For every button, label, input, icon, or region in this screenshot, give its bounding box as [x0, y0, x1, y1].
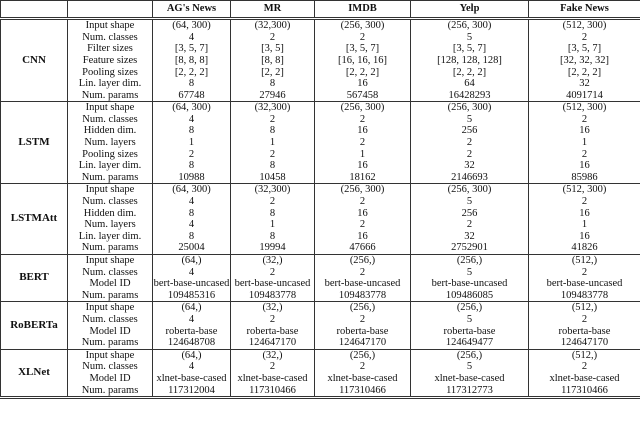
cell-value: 2 — [315, 32, 411, 44]
cell-value: 16428293 — [411, 90, 529, 102]
parameter-label: Input shape — [68, 302, 153, 314]
cell-value: 32 — [411, 160, 529, 172]
cell-value: (256,) — [315, 254, 411, 266]
cell-value: (512,) — [529, 349, 640, 361]
cell-value: 5 — [411, 114, 529, 126]
parameter-label: Num. params — [68, 384, 153, 397]
table-row — [1, 349, 640, 361]
table-row — [1, 196, 640, 208]
table-row — [1, 160, 640, 172]
parameter-label: Num. classes — [68, 32, 153, 44]
cell-value: xlnet-base-cased — [231, 373, 315, 385]
cell-value: roberta-base — [315, 325, 411, 337]
table-row — [1, 242, 640, 254]
parameter-label: Input shape — [68, 102, 153, 114]
parameter-label: Num. classes — [68, 196, 153, 208]
parameter-label: Num. params — [68, 90, 153, 102]
cell-value: (64,) — [153, 254, 231, 266]
table-row — [1, 137, 640, 149]
table-row — [1, 254, 640, 266]
table-row — [1, 32, 640, 44]
cell-value: 2 — [411, 149, 529, 161]
cell-value: [3, 5, 7] — [529, 43, 640, 55]
cell-value: 85986 — [529, 172, 640, 184]
cell-value: (256, 300) — [411, 184, 529, 196]
cell-value: roberta-base — [411, 325, 529, 337]
cell-value: (32,300) — [231, 102, 315, 114]
parameter-label: Num. layers — [68, 219, 153, 231]
cell-value: 5 — [411, 314, 529, 326]
cell-value: 117312773 — [411, 384, 529, 397]
cell-value: 16 — [315, 78, 411, 90]
cell-value: (256,) — [411, 254, 529, 266]
cell-value: xlnet-base-cased — [529, 373, 640, 385]
cell-value: 5 — [411, 196, 529, 208]
cell-value: 10988 — [153, 172, 231, 184]
cell-value: (64,) — [153, 302, 231, 314]
cell-value: 27946 — [231, 90, 315, 102]
cell-value: 8 — [153, 208, 231, 220]
cell-value: 4 — [153, 219, 231, 231]
cell-value: 109483778 — [529, 290, 640, 302]
parameter-label: Feature sizes — [68, 55, 153, 67]
cell-value: 4 — [153, 314, 231, 326]
cell-value: (64, 300) — [153, 19, 231, 32]
cell-value: [3, 5, 7] — [411, 43, 529, 55]
table-row — [1, 78, 640, 90]
cell-value: 4 — [153, 196, 231, 208]
cell-value: 117310466 — [529, 384, 640, 397]
cell-value: 16 — [315, 125, 411, 137]
cell-value: 2 — [231, 32, 315, 44]
cell-value: 109485316 — [153, 290, 231, 302]
parameter-label: Num. params — [68, 242, 153, 254]
cell-value: 2 — [315, 361, 411, 373]
table-row — [1, 184, 640, 196]
parameter-label: Hidden dim. — [68, 125, 153, 137]
cell-value: 1 — [529, 137, 640, 149]
cell-value: 8 — [231, 78, 315, 90]
table-row — [1, 373, 640, 385]
parameter-label: Num. classes — [68, 114, 153, 126]
cell-value: (256,) — [315, 349, 411, 361]
cell-value: (256, 300) — [315, 19, 411, 32]
model-name: CNN — [1, 19, 68, 102]
cell-value: 1 — [231, 137, 315, 149]
cell-value: 4 — [153, 114, 231, 126]
table-row — [1, 266, 640, 278]
cell-value: 2 — [315, 137, 411, 149]
cell-value: [2, 2, 2] — [153, 66, 231, 78]
table-row — [1, 55, 640, 67]
cell-value: bert-base-uncased — [529, 278, 640, 290]
cell-value: 8 — [231, 231, 315, 243]
cell-value: 16 — [529, 160, 640, 172]
cell-value: 1 — [231, 219, 315, 231]
parameter-label: Hidden dim. — [68, 208, 153, 220]
cell-value: 8 — [231, 125, 315, 137]
cell-value: [2, 2, 2] — [529, 66, 640, 78]
cell-value: (64, 300) — [153, 184, 231, 196]
cell-value: [2, 2] — [231, 66, 315, 78]
cell-value: 2 — [529, 149, 640, 161]
table-row — [1, 90, 640, 102]
cell-value: (512,) — [529, 254, 640, 266]
cell-value: roberta-base — [153, 325, 231, 337]
cell-value: [3, 5] — [231, 43, 315, 55]
model-name: RoBERTa — [1, 302, 68, 349]
parameter-label: Num. classes — [68, 361, 153, 373]
cell-value: (256, 300) — [411, 102, 529, 114]
cell-value: 5 — [411, 361, 529, 373]
cell-value: 2 — [411, 137, 529, 149]
table-row — [1, 219, 640, 231]
cell-value: 2 — [529, 114, 640, 126]
cell-value: 16 — [315, 160, 411, 172]
cell-value: 2752901 — [411, 242, 529, 254]
cell-value: bert-base-uncased — [153, 278, 230, 290]
cell-value: xlnet-base-cased — [315, 373, 411, 385]
cell-value: 19994 — [231, 242, 315, 254]
cell-value: 2 — [231, 314, 315, 326]
cell-value: (32,) — [231, 349, 315, 361]
cell-value: (512, 300) — [529, 184, 640, 196]
cell-value: 124647170 — [315, 337, 411, 349]
cell-value: (32,) — [231, 254, 315, 266]
cell-value: [8, 8, 8] — [153, 55, 231, 67]
cell-value: roberta-base — [231, 325, 315, 337]
cell-value: 2 — [315, 196, 411, 208]
cell-value: 2 — [411, 219, 529, 231]
parameter-label: Num. params — [68, 290, 153, 302]
parameter-label: Num. layers — [68, 137, 153, 149]
cell-value: 10458 — [231, 172, 315, 184]
parameter-label: Model ID — [68, 278, 153, 290]
cell-value: 2 — [231, 361, 315, 373]
cell-value: 5 — [411, 266, 529, 278]
cell-value: roberta-base — [529, 325, 640, 337]
cell-value: 2 — [231, 266, 315, 278]
cell-value: bert-base-uncased — [411, 278, 529, 290]
cell-value: (256, 300) — [411, 19, 529, 32]
column-header: IMDB — [315, 1, 411, 19]
cell-value: 2 — [231, 196, 315, 208]
cell-value: 16 — [529, 125, 640, 137]
cell-value: (256,) — [315, 302, 411, 314]
table-row — [1, 337, 640, 349]
cell-value: 8 — [231, 208, 315, 220]
cell-value: 2 — [529, 314, 640, 326]
table-row — [1, 302, 640, 314]
table-row — [1, 361, 640, 373]
cell-value: 2 — [231, 149, 315, 161]
cell-value: 16 — [529, 231, 640, 243]
cell-value: (256, 300) — [315, 102, 411, 114]
parameter-label: Model ID — [68, 325, 153, 337]
cell-value: 256 — [411, 208, 529, 220]
table-row — [1, 208, 640, 220]
table-row — [1, 314, 640, 326]
cell-value: 5 — [411, 32, 529, 44]
header-row — [1, 1, 640, 19]
cell-value: 117312004 — [153, 384, 231, 397]
table-row — [1, 278, 640, 290]
cell-value: 8 — [153, 125, 231, 137]
model-name: LSTM — [1, 102, 68, 184]
cell-value: 47666 — [315, 242, 411, 254]
table-row — [1, 43, 640, 55]
cell-value: 8 — [153, 160, 231, 172]
cell-value: 1 — [315, 149, 411, 161]
cell-value: 32 — [411, 231, 529, 243]
cell-value: 2 — [529, 196, 640, 208]
parameter-label: Pooling sizes — [68, 66, 153, 78]
parameter-label: Input shape — [68, 349, 153, 361]
parameter-label: Num. params — [68, 337, 153, 349]
table-row — [1, 125, 640, 137]
model-name: LSTMAtt — [1, 184, 68, 255]
model-name: XLNet — [1, 349, 68, 397]
column-header — [68, 1, 153, 19]
cell-value: (32,300) — [231, 19, 315, 32]
cell-value: [16, 16, 16] — [315, 55, 411, 67]
model-group — [1, 19, 640, 102]
cell-value: (32,300) — [231, 184, 315, 196]
cell-value: [2, 2, 2] — [411, 66, 529, 78]
cell-value: 2146693 — [411, 172, 529, 184]
cell-value: (256, 300) — [315, 184, 411, 196]
parameter-label: Model ID — [68, 373, 153, 385]
cell-value: [8, 8] — [231, 55, 315, 67]
cell-value: 109483778 — [231, 290, 315, 302]
parameter-label: Pooling sizes — [68, 149, 153, 161]
model-group — [1, 254, 640, 301]
cell-value: 2 — [529, 32, 640, 44]
cell-value: 124647170 — [529, 337, 640, 349]
cell-value: [128, 128, 128] — [411, 55, 529, 67]
cell-value: 2 — [315, 114, 411, 126]
model-group — [1, 184, 640, 255]
cell-value: 1 — [529, 219, 640, 231]
parameter-label: Lin. layer dim. — [68, 160, 153, 172]
cell-value: 124649477 — [411, 337, 529, 349]
cell-value: 2 — [315, 314, 411, 326]
cell-value: 64 — [411, 78, 529, 90]
cell-value: 67748 — [153, 90, 231, 102]
cell-value: 117310466 — [315, 384, 411, 397]
parameter-label: Lin. layer dim. — [68, 78, 153, 90]
parameter-label: Num. params — [68, 172, 153, 184]
table-row — [1, 325, 640, 337]
cell-value: 4091714 — [529, 90, 640, 102]
cell-value: 124648708 — [153, 337, 231, 349]
cell-value: 2 — [153, 149, 231, 161]
parameter-label: Lin. layer dim. — [68, 231, 153, 243]
table-row — [1, 149, 640, 161]
cell-value: 2 — [315, 266, 411, 278]
table-row — [1, 231, 640, 243]
cell-value: 8 — [153, 231, 231, 243]
table-row — [1, 114, 640, 126]
table-row — [1, 290, 640, 302]
cell-value: (32,) — [231, 302, 315, 314]
cell-value: 8 — [231, 160, 315, 172]
cell-value: 109486085 — [411, 290, 529, 302]
cell-value: 124647170 — [231, 337, 315, 349]
table-row — [1, 66, 640, 78]
cell-value: 2 — [529, 266, 640, 278]
parameter-label: Input shape — [68, 184, 153, 196]
header-model-cell — [1, 1, 68, 19]
column-header: Yelp — [411, 1, 529, 19]
cell-value: 567458 — [315, 90, 411, 102]
cell-value: 18162 — [315, 172, 411, 184]
table-row — [1, 172, 640, 184]
cell-value: (256,) — [411, 349, 529, 361]
cell-value: (64,) — [153, 349, 231, 361]
parameter-label: Input shape — [68, 19, 153, 32]
cell-value: 8 — [153, 78, 231, 90]
cell-value: (512,) — [529, 302, 640, 314]
cell-value: (512, 300) — [529, 102, 640, 114]
cell-value: 41826 — [529, 242, 640, 254]
cell-value: [3, 5, 7] — [315, 43, 411, 55]
cell-value: 25004 — [153, 242, 231, 254]
cell-value: 16 — [529, 208, 640, 220]
cell-value: [32, 32, 32] — [529, 55, 640, 67]
cell-value: 32 — [529, 78, 640, 90]
cell-value: 109483778 — [315, 290, 411, 302]
parameter-label: Filter sizes — [68, 43, 153, 55]
cell-value: 16 — [315, 208, 411, 220]
table-row — [1, 19, 640, 32]
cell-value: [3, 5, 7] — [153, 43, 231, 55]
cell-value: 2 — [529, 361, 640, 373]
model-group — [1, 349, 640, 397]
cell-value: 2 — [231, 114, 315, 126]
cell-value: 4 — [153, 361, 231, 373]
table-row — [1, 384, 640, 397]
parameter-label: Num. classes — [68, 314, 153, 326]
cell-value: bert-base-uncased — [315, 278, 411, 290]
cell-value: (256,) — [411, 302, 529, 314]
parameter-label: Num. classes — [68, 266, 153, 278]
column-header: MR — [231, 1, 315, 19]
cell-value: 4 — [153, 266, 231, 278]
cell-value: (64, 300) — [153, 102, 231, 114]
cell-value: (512, 300) — [529, 19, 640, 32]
cell-value: 117310466 — [231, 384, 315, 397]
cell-value: xlnet-base-cased — [411, 373, 529, 385]
cell-value: 256 — [411, 125, 529, 137]
cell-value: xlnet-base-cased — [153, 373, 231, 385]
model-group — [1, 302, 640, 349]
cell-value: 1 — [153, 137, 231, 149]
table-row — [1, 102, 640, 114]
model-group — [1, 102, 640, 184]
column-header: Fake News — [529, 1, 640, 19]
model-name: BERT — [1, 254, 68, 301]
column-header: AG's News — [153, 1, 231, 19]
cell-value: bert-base-uncased — [231, 278, 315, 290]
cell-value: 4 — [153, 32, 231, 44]
cell-value: [2, 2, 2] — [315, 66, 411, 78]
parameter-label: Input shape — [68, 254, 153, 266]
cell-value: 2 — [315, 219, 411, 231]
cell-value: 16 — [315, 231, 411, 243]
